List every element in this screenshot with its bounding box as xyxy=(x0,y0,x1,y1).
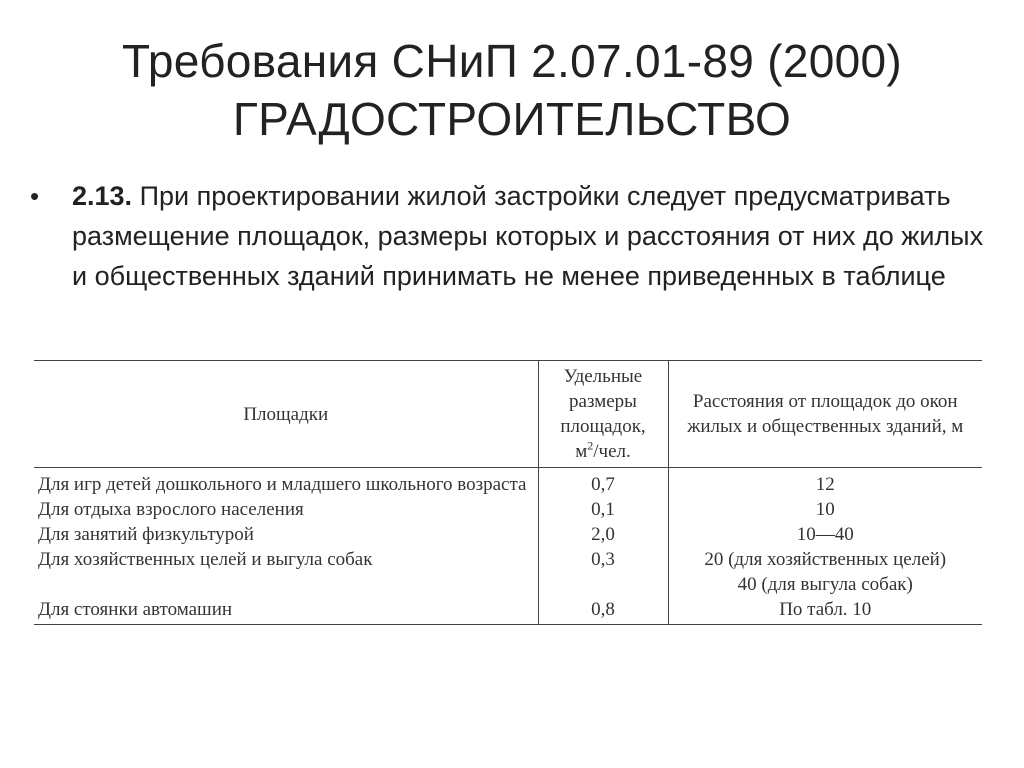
row-size-value: 2,0 xyxy=(538,522,668,547)
header-size-line-2: размеры xyxy=(569,391,637,412)
header-specific-size xyxy=(538,361,668,468)
table-row xyxy=(34,522,982,547)
row-distance-value: 12 xyxy=(668,468,982,498)
row-distance-value: 10 xyxy=(668,497,982,522)
row-distance-value: 10—40 xyxy=(668,522,982,547)
row-distance-value xyxy=(668,547,982,597)
header-size-line-1: Удельные xyxy=(563,366,643,387)
header-distance: Расстояния от площадок до окон жилых и общественных зданий, м xyxy=(668,361,982,468)
header-size-unit: м xyxy=(575,441,588,462)
row-area-name: Для стоянки автомашин xyxy=(34,597,538,625)
row-size-value: 0,1 xyxy=(538,497,668,522)
table-row xyxy=(34,547,982,597)
slide-title xyxy=(0,32,1024,148)
row-size-value: 0,3 xyxy=(538,547,668,597)
row-size-value: 0,7 xyxy=(538,468,668,498)
row-size-value: 0,8 xyxy=(538,597,668,625)
bullet-paragraph xyxy=(30,176,990,296)
header-size-line-3: площадок, xyxy=(560,416,646,437)
clause-number: 2.13. xyxy=(72,181,133,211)
header-areas: Площадки xyxy=(34,361,538,468)
row-area-name: Для занятий физкультурой xyxy=(38,524,254,545)
clause-text: При проектировании жилой застройки следует предусматривать размещение площадок, размеры которых и расстояния от них до жилых и общественных зданий принимать не менее приведенных в таблице xyxy=(72,181,984,291)
table-header-row xyxy=(34,361,982,468)
row-area-name: Для отдыха взрослого населения xyxy=(38,499,304,520)
slide-title-line-2: ГРАДОСТРОИТЕЛЬСТВО xyxy=(232,93,792,145)
bullet-marker: • xyxy=(30,181,40,211)
norms-table-container xyxy=(34,360,982,625)
table-row xyxy=(34,597,982,625)
slide-title-line-1: Требования СНиП 2.07.01-89 (2000) xyxy=(122,35,902,87)
header-size-unit-tail: /чел. xyxy=(593,441,631,462)
header-size-unit-sup: 2 xyxy=(587,438,594,453)
row-area-name: Для хозяйственных целей и выгула собак xyxy=(38,549,373,570)
bullet-text xyxy=(72,176,990,296)
row-distance-line-1: 20 (для хозяйственных целей) xyxy=(704,549,947,570)
norms-table xyxy=(34,360,982,625)
table-row xyxy=(34,497,982,522)
table-row xyxy=(34,468,982,498)
row-area-name: Для игр детей дошкольного и младшего школьного возраста xyxy=(38,474,527,495)
row-distance-value: По табл. 10 xyxy=(668,597,982,625)
row-distance-line-2: 40 (для выгула собак) xyxy=(737,574,913,595)
